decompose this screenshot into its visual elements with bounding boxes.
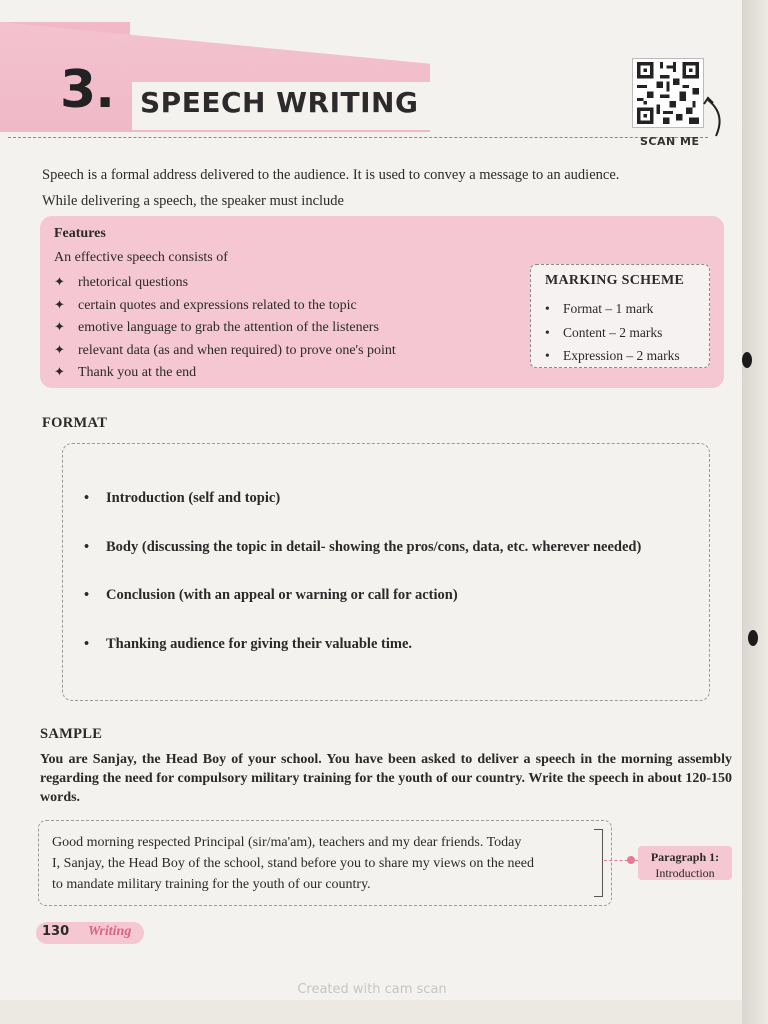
curved-arrow-icon <box>700 96 730 142</box>
page-number: 130 <box>42 924 70 939</box>
plus-icon: ✦ <box>54 275 65 290</box>
features-lead: An effective speech consists of <box>54 250 228 265</box>
marking-scheme-list <box>545 297 680 368</box>
paragraph-line: Good morning respected Principal (sir/ma'am), teachers and my dear friends. Today <box>52 835 522 850</box>
list-item: • Introduction (self and topic) <box>84 490 641 539</box>
list-item: • Body (discussing the topic in detail- showing the pros/cons, data, etc. wherever needed) <box>84 539 641 588</box>
scan-me-label: SCAN ME <box>640 135 700 148</box>
marking-scheme-title: MARKING SCHEME <box>545 273 685 288</box>
page-edge <box>742 0 768 1024</box>
features-list <box>54 272 396 385</box>
paragraph-label: Paragraph 1: Introduction <box>638 846 732 880</box>
sample-question: You are Sanjay, the Head Boy of your school. You have been asked to deliver a speech in the morning assembly regarding the need for compulsory military training for the youth of our country. Write the speech in about 120-150 words. <box>40 752 732 805</box>
bracket-icon <box>594 829 603 897</box>
chapter-number: 3. <box>60 60 114 120</box>
paragraph-line: to mandate military training for the youth of our country. <box>52 877 371 892</box>
list-item: ✦ emotive language to grab the attention of the listeners <box>54 317 396 340</box>
connector-dot-icon <box>627 856 635 864</box>
header-divider <box>8 137 708 138</box>
binding-hole <box>748 630 758 646</box>
list-item: • Conclusion (with an appeal or warning or call for action) <box>84 587 641 636</box>
plus-icon: ✦ <box>54 365 65 380</box>
intro-line: Speech is a formal address delivered to the audience. It is used to convey a message to an audience. <box>42 167 620 183</box>
features-title: Features <box>54 226 106 241</box>
intro-paragraph <box>42 162 682 214</box>
intro-line: While delivering a speech, the speaker must include <box>42 193 344 209</box>
list-item: ✦ relevant data (as and when required) to prove one's point <box>54 340 396 363</box>
list-item: ✦ certain quotes and expressions related to the topic <box>54 295 396 318</box>
sample-paragraph <box>52 832 594 895</box>
scan-watermark: Created with cam scan <box>297 982 447 997</box>
list-item: • Thanking audience for giving their valuable time. <box>84 636 641 685</box>
format-list <box>84 490 641 684</box>
list-item: • Format – 1 mark <box>545 297 680 321</box>
plus-icon: ✦ <box>54 342 65 358</box>
list-item: ✦ rhetorical questions <box>54 272 396 295</box>
qr-code-icon[interactable] <box>632 58 704 128</box>
format-heading: FORMAT <box>42 415 108 431</box>
plus-icon: ✦ <box>54 297 65 313</box>
marking-scheme-box <box>530 264 710 368</box>
list-item: • Expression – 2 marks <box>545 344 680 368</box>
footer-section-name: Writing <box>88 924 132 939</box>
binding-hole <box>742 352 752 368</box>
chapter-title: SPEECH WRITING <box>140 86 419 119</box>
list-item: • Content – 2 marks <box>545 321 680 345</box>
sample-heading: SAMPLE <box>40 726 103 742</box>
list-item: ✦ Thank you at the end <box>54 362 396 385</box>
paragraph-line: I, Sanjay, the Head Boy of the school, stand before you to share my views on the need <box>52 856 534 871</box>
plus-icon: ✦ <box>54 320 65 335</box>
